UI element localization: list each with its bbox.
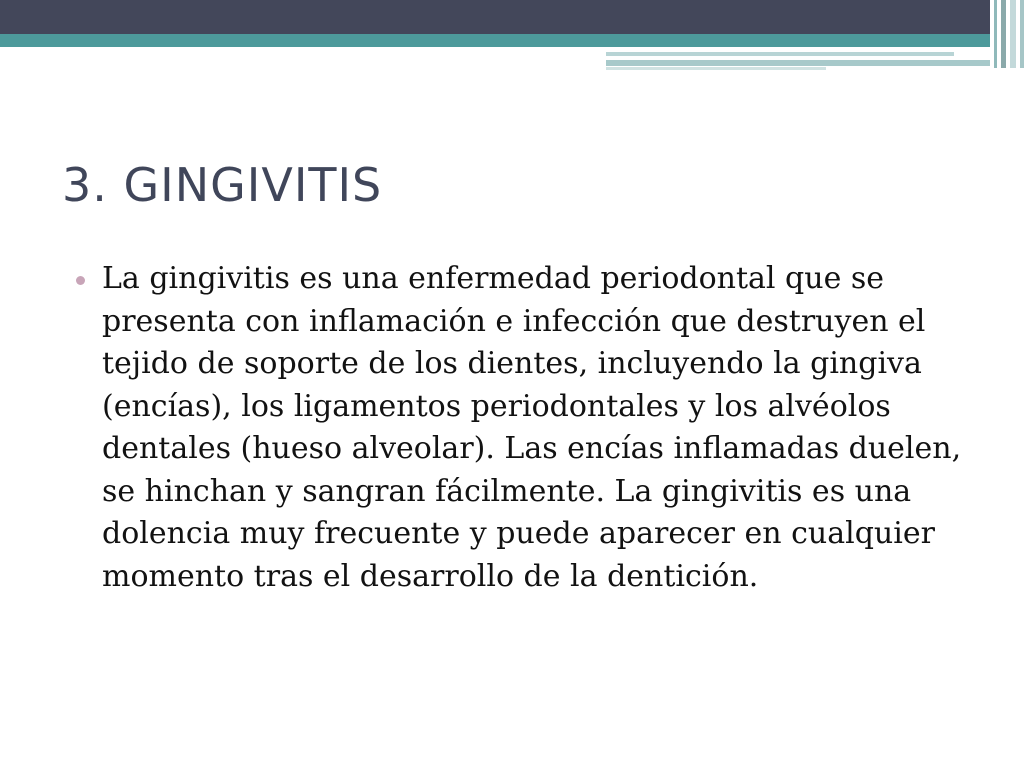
bullet-item	[72, 258, 972, 598]
header-stripes	[990, 0, 1024, 68]
bullet-marker-icon	[76, 276, 85, 285]
header-accent-line	[606, 60, 1000, 66]
header-teal-band	[0, 34, 1024, 47]
slide-title: 3. GINGIVITIS	[62, 158, 383, 212]
header-accent-line	[606, 67, 826, 70]
header-accent-line	[606, 52, 954, 56]
header-dark-band	[0, 0, 1024, 34]
header-gap	[0, 47, 600, 51]
bullet-list	[72, 258, 972, 598]
bullet-text: La gingivitis es una enfermedad periodontal que se presenta con inflamación e infección que destruyen el tejido de soporte de los dientes, incluyendo la gingiva (encías), los ligamentos periodontales y los alvéolos dentales (hueso alveolar). Las encías inflamadas duelen, se hinchan y sangran fácilmente. La gingivitis es una dolencia muy frecuente y puede aparecer en cualquier momento tras el desarrollo de la dentición.	[102, 261, 962, 594]
